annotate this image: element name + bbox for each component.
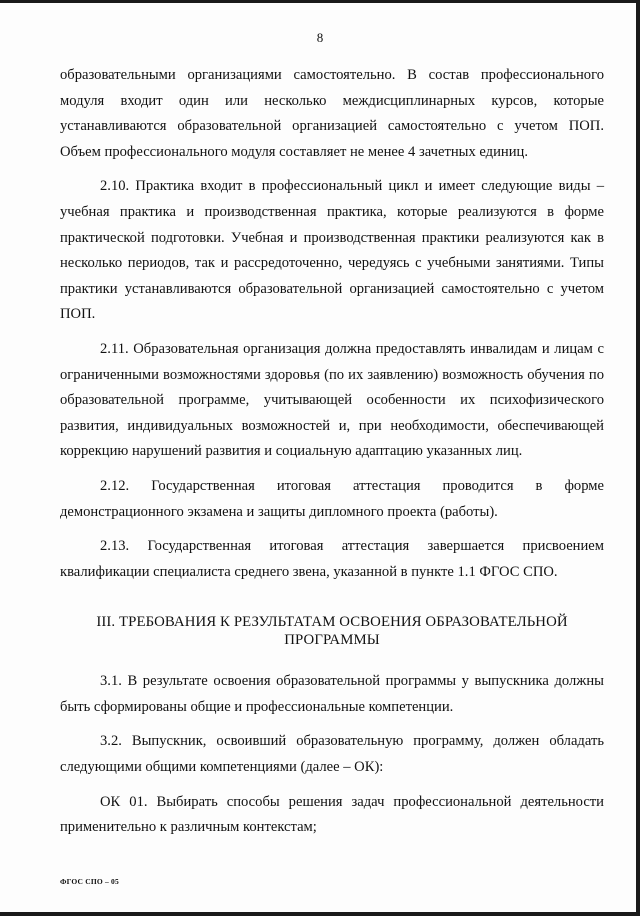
section-heading — [60, 613, 604, 649]
paragraph-3-2: 3.2. Выпускник, освоивший образовательную программу, должен обладать следующими общими компетенциями (далее – ОК): — [60, 733, 604, 776]
paragraph-2-10: 2.10. Практика входит в профессиональный цикл и имеет следующие виды – учебная практика и производственная практика, которые реализуются в форме практической подготовки. Учебная и производственная практики реализуются как в несколько периодов, так и рассредоточенно, чередуясь с учебными занятиями. Типы практики устанавливаются образовательной организацией самостоятельно с учетом ПОП. — [60, 178, 604, 323]
paragraph-2-13: 2.13. Государственная итоговая аттестация завершается присвоением квалификации специалиста среднего звена, указанной в пункте 1.1 ФГОС СПО. — [60, 538, 604, 580]
paragraph-3-1: 3.1. В результате освоения образовательной программы у выпускника должны быть сформированы общие и профессиональные компетенции. — [60, 673, 604, 715]
page-number: 8 — [316, 30, 324, 45]
paragraph-module-continuation: образовательными организациями самостоятельно. В состав профессионального модуля входит один или несколько междисциплинарных курсов, которые устанавливаются образовательной организацией самостоятельно с учетом ПОП. Объем профессионального модуля составляет не менее 4 зачетных единиц. — [60, 67, 604, 160]
paragraph-2-12: 2.12. Государственная итоговая аттестация проводится в форме демонстрационного экзамена и защиты дипломного проекта (работы). — [60, 477, 604, 520]
scan-border-bottom — [0, 912, 640, 916]
section-heading-line1: III. ТРЕБОВАНИЯ К РЕЗУЛЬТАТАМ ОСВОЕНИЯ ОБРАЗОВАТЕЛЬНОЙ — [96, 614, 568, 631]
section-heading-line2: ПРОГРАММЫ — [284, 632, 380, 649]
paragraph-2-11: 2.11. Образовательная организация должна предоставлять инвалидам и лицам с ограниченными возможностями здоровья (по их заявлению) возможность обучения по образовательной программе, учитывающей особенности их психофизического развития, индивидуальных возможностей и, при необходимости, обеспечивающей коррекцию нарушений развития и социальную адаптацию указанных лиц. — [60, 340, 604, 460]
paragraph-ok-01: ОК 01. Выбирать способы решения задач профессиональной деятельности применительно к различным контекстам; — [60, 793, 604, 836]
document-body — [60, 63, 604, 841]
scan-border-top — [0, 0, 640, 3]
scan-border-right — [636, 0, 640, 916]
footer-doc-code: ФГОС СПО – 05 — [60, 877, 119, 886]
